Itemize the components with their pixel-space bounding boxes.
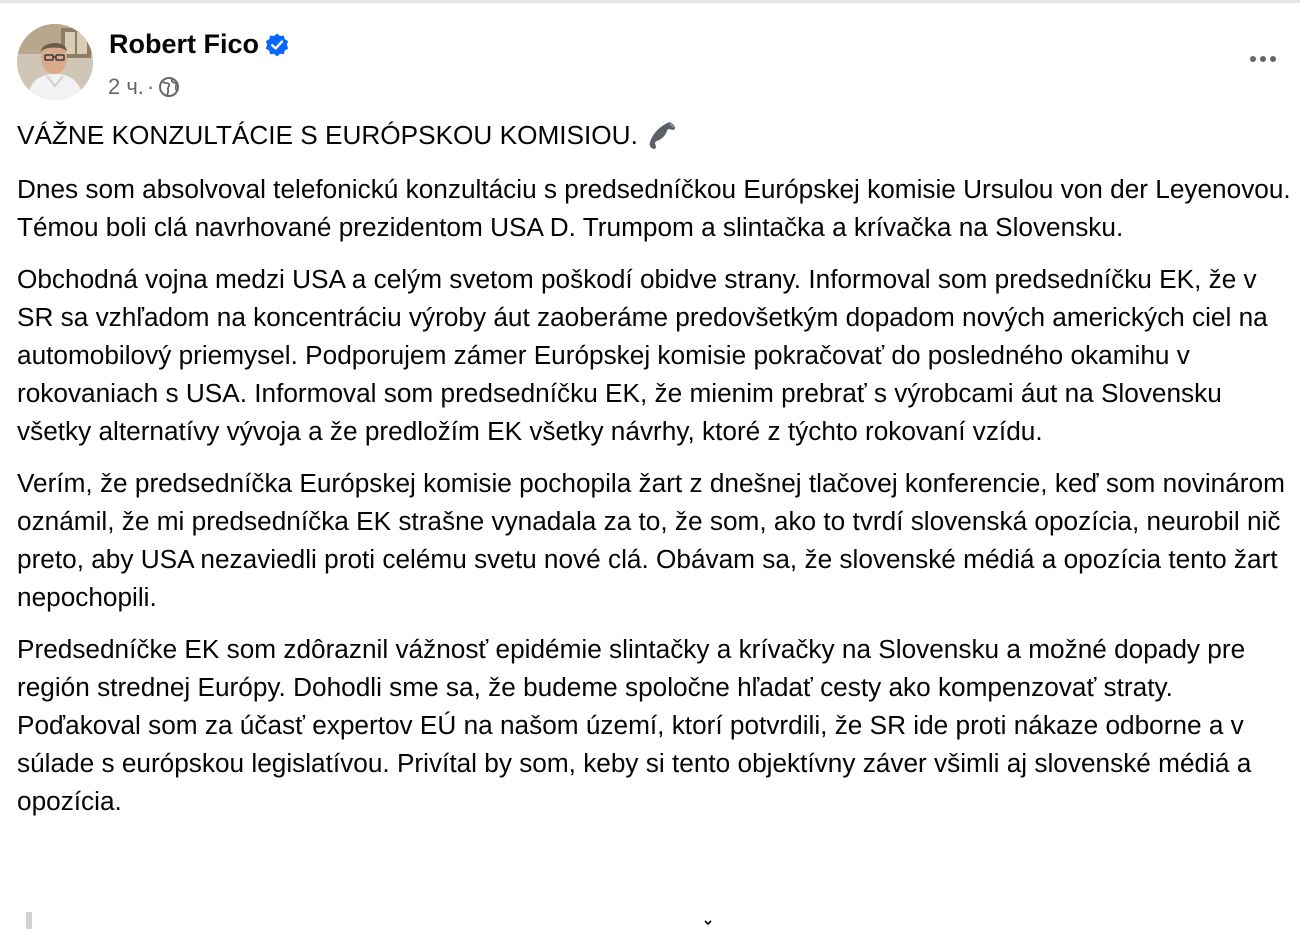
- author-avatar[interactable]: [17, 24, 93, 100]
- shared-content-quote-bar: [26, 912, 32, 929]
- post-headline: VÁŽNE KONZULTÁCIE S EURÓPSKOU KOMISIOU.: [17, 120, 638, 150]
- post-paragraph: Predsedníčke EK som zdôraznil vážnosť epidémie slintačky a krívačky na Slovensku a možné dopady pre región strednej Európy. Dohodli sme sa, že budeme spoločne hľadať cesty ako kompenzovať straty. Poďakoval som za účasť expertov EÚ na našom území, ktorí potvrdili, že SR ide proti nákaze odborne a v súlade s európskou legislatívou. Privítal by som, keby si tento objektívny záver všimli aj slovenské médiá a opozícia.: [17, 634, 1252, 816]
- post-paragraph: Dnes som absolvoval telefonickú konzultáciu s predsedníčkou Európskej komisie Ursulou von der Leyenovou. Témou boli clá navrhované prezidentom USA D. Trumpom a slintačka a krívačka na Slovensku.: [17, 174, 1291, 242]
- verified-badge-icon: [264, 32, 290, 58]
- cut-off-text-fragment: [704, 920, 712, 926]
- avatar-photo: [17, 24, 93, 100]
- more-dot: [1270, 56, 1276, 62]
- post-timestamp[interactable]: 2 ч.: [108, 74, 144, 99]
- telephone-receiver-icon: [646, 118, 680, 152]
- author-name[interactable]: Robert Fico: [109, 29, 260, 59]
- more-dot: [1250, 56, 1256, 62]
- more-options-icon[interactable]: [1240, 44, 1286, 74]
- post-headline-row: [17, 116, 1293, 154]
- post-body: [17, 116, 1293, 834]
- meta-separator: ·: [146, 74, 155, 99]
- globe-icon[interactable]: [158, 76, 180, 98]
- post-paragraph: Verím, že predsedníčka Európskej komisie pochopila žart z dnešnej tlačovej konferencie, keď som novinárom oznámil, že mi predsedníčka EK strašne vynadala za to, že som, ako to tvrdí slovenská opozícia, neurobil nič preto, aby USA nezaviedli proti celému svetu nové clá. Obávam sa, že slovenské médiá a opozícia tento žart nepochopili.: [17, 468, 1285, 612]
- more-dot: [1260, 56, 1266, 62]
- post-meta: [108, 72, 180, 102]
- post-paragraph: Obchodná vojna medzi USA a celým svetom poškodí obidve strany. Informoval som predsedníčku EK, že v SR sa vzhľadom na koncentráciu výroby áut zaoberáme predovšetkým dopadom nových amerických ciel na automobilový priemysel. Podporujem zámer Európskej komisie pokračovať do posledného okamihu v rokovaniach s USA. Informoval som predsedníčku EK, že mienim prebrať s výrobcami áut na Slovensku všetky alternatívy vývoja a že predložím EK všetky návrhy, ktoré z týchto rokovaní vzídu.: [17, 264, 1268, 446]
